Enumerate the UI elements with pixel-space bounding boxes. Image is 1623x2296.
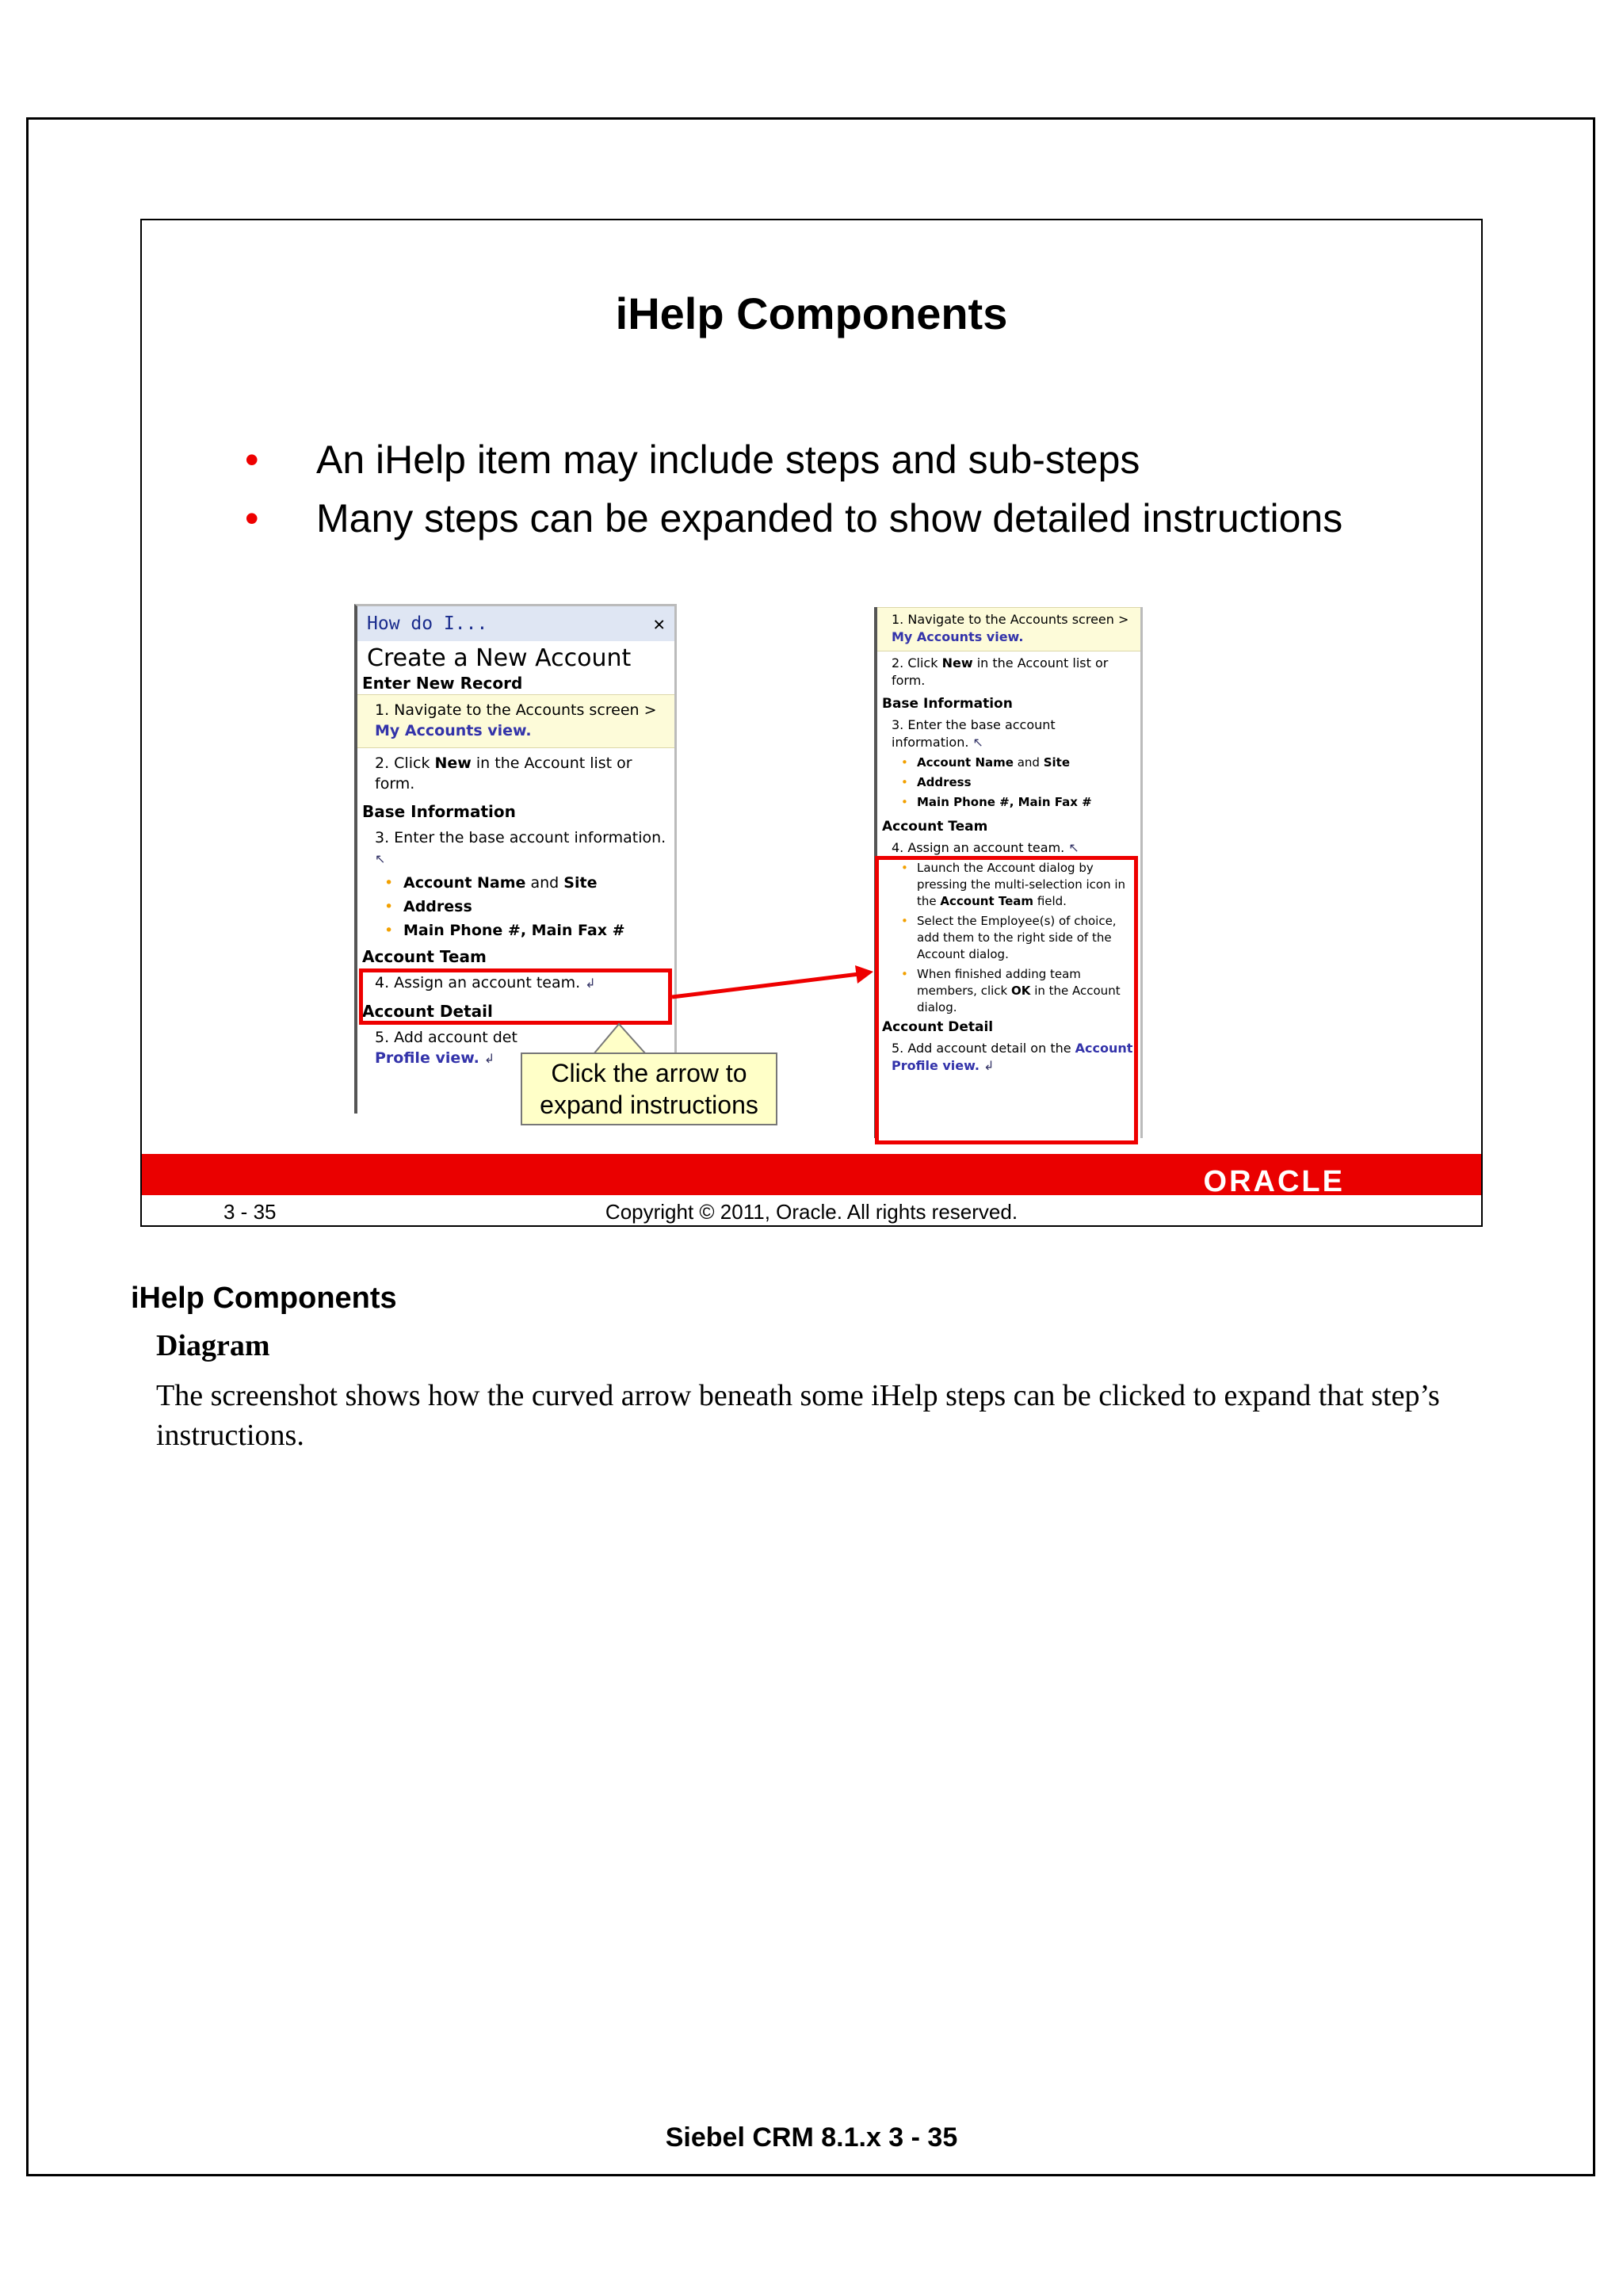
step-link[interactable]: My Accounts view. xyxy=(375,722,532,739)
sub-bold: Account Name xyxy=(403,874,526,892)
step-link[interactable]: Profile view. xyxy=(375,1049,479,1067)
step-bold: New xyxy=(434,755,472,772)
sub-bold: OK xyxy=(1011,984,1031,998)
step-link[interactable]: Account xyxy=(1075,1041,1133,1056)
slide-number: 3 - 35 xyxy=(223,1200,277,1224)
section-heading: Base Information xyxy=(362,802,516,821)
collapse-arrow-icon[interactable]: ↖ xyxy=(1068,840,1079,855)
expand-arrow-icon[interactable]: ↲ xyxy=(585,976,596,991)
section-heading: Enter New Record xyxy=(362,674,523,693)
step-text: 3. Enter the base account information. xyxy=(375,829,666,846)
sub-bold: Account Name xyxy=(917,755,1014,770)
step-text: 2. Click xyxy=(375,755,430,772)
slide-title: iHelp Components xyxy=(615,288,1008,338)
bullet-text: An iHelp item may include steps and sub-steps xyxy=(316,437,1140,482)
section-heading: Account Team xyxy=(362,947,487,966)
slide xyxy=(140,219,1483,1227)
sub-bold: Account Team xyxy=(940,894,1034,908)
callout-tooltip: Click the arrow to expand instructions xyxy=(521,1052,777,1125)
copyright: Copyright © 2011, Oracle. All rights reserved. xyxy=(605,1200,1018,1224)
step-link[interactable]: My Accounts view. xyxy=(892,629,1024,644)
step-text: 3. Enter the base account information. xyxy=(892,717,1056,750)
sub-bold: Main Phone #, Main Fax # xyxy=(403,922,625,939)
sub-text: in the Account dialog. xyxy=(917,984,1121,1014)
sub-bold: Main Phone #, Main Fax # xyxy=(917,795,1092,809)
sub-text: Select the Employee(s) of choice, add them to the right side of the Account dialog. xyxy=(917,914,1117,961)
bullet-text: Many steps can be expanded to show detailed instructions xyxy=(316,496,1343,541)
sub-bold: Address xyxy=(403,898,472,915)
section-heading: Account Team xyxy=(882,819,988,835)
sub-text: and xyxy=(1017,755,1040,770)
step-text: 1. Navigate to the Accounts screen > xyxy=(375,701,657,719)
collapse-arrow-icon[interactable]: ↖ xyxy=(972,735,983,750)
sub-text: and xyxy=(530,874,559,892)
step-text: 2. Click xyxy=(892,655,938,670)
sub-text: Launch the Account dialog by pressing the multi-selection icon in the xyxy=(917,861,1126,908)
connector-arrow xyxy=(142,220,1483,1227)
expand-arrow-icon[interactable]: ↲ xyxy=(483,1051,495,1066)
collapse-arrow-icon[interactable]: ↖ xyxy=(375,851,386,866)
sub-bold: Site xyxy=(563,874,598,892)
step-text: 4. Assign an account team. xyxy=(375,974,581,991)
oracle-logo: ORACLE xyxy=(1203,1165,1345,1198)
sub-text: field. xyxy=(1037,894,1067,908)
ihelp-header-title: How do I... xyxy=(367,613,488,634)
step-text: in the Account list or form. xyxy=(892,655,1109,688)
section-heading: Account Detail xyxy=(882,1019,994,1035)
step-text: 5. Add account detail on the xyxy=(892,1041,1071,1056)
step-text: 4. Assign an account team. xyxy=(892,840,1065,855)
section-heading: Base Information xyxy=(882,696,1013,712)
section-heading: Account Detail xyxy=(362,1002,493,1021)
step-text: in the Account list or form. xyxy=(375,755,632,793)
page-footer: Siebel CRM 8.1.x 3 - 35 xyxy=(665,2122,958,2153)
sub-bold: Address xyxy=(917,775,972,789)
step-text: 1. Navigate to the Accounts screen > xyxy=(892,612,1129,627)
close-icon[interactable]: ✕ xyxy=(653,613,665,635)
ihelp-topic-title: Create a New Account xyxy=(367,644,632,672)
step-bold: New xyxy=(941,655,973,670)
notes-subheading: Diagram xyxy=(156,1329,270,1362)
sub-text: When finished adding team members, click xyxy=(917,967,1081,998)
notes-body: The screenshot shows how the curved arrow beneath some iHelp steps can be clicked to expand that step’s instructions. xyxy=(156,1379,1440,1452)
step-link[interactable]: Profile view. xyxy=(892,1058,980,1073)
expand-arrow-icon[interactable]: ↲ xyxy=(983,1058,995,1073)
bullet-icon: • xyxy=(245,496,259,541)
step-text: 5. Add account det xyxy=(375,1029,517,1046)
notes-heading: iHelp Components xyxy=(131,1282,397,1315)
sub-bold: Site xyxy=(1043,755,1071,770)
bullet-icon: • xyxy=(245,437,259,482)
